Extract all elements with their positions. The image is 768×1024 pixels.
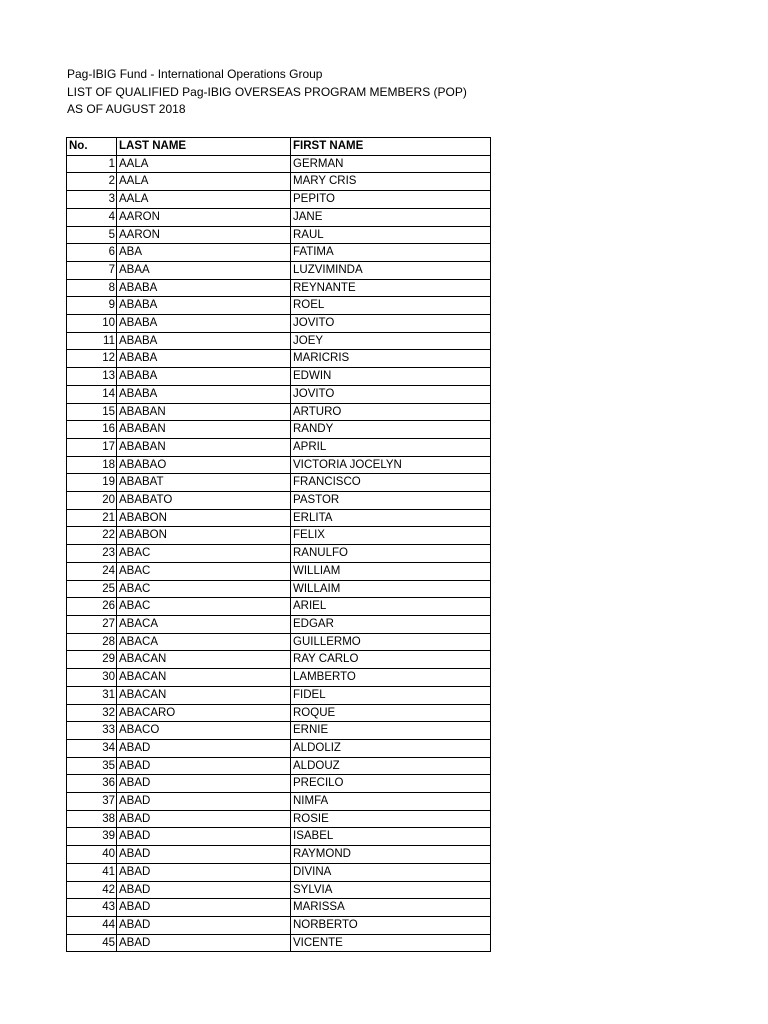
table-row: [67, 722, 491, 740]
first-name-cell: JOEY: [291, 332, 491, 350]
last-name-cell: ABAD: [117, 810, 291, 828]
table-row: [67, 810, 491, 828]
first-name-cell: JANE: [291, 208, 491, 226]
row-number-cell: 9: [67, 297, 117, 315]
last-name-cell: ABABON: [117, 527, 291, 545]
last-name-cell: ABACARO: [117, 704, 291, 722]
first-name-cell: ERLITA: [291, 509, 491, 527]
first-name-cell: FRANCISCO: [291, 474, 491, 492]
table-row: [67, 757, 491, 775]
table-row: [67, 615, 491, 633]
last-name-cell: ABABA: [117, 385, 291, 403]
first-name-cell: FIDEL: [291, 686, 491, 704]
first-name-cell: SYLVIA: [291, 881, 491, 899]
last-name-cell: ABAD: [117, 739, 291, 757]
row-number-cell: 40: [67, 846, 117, 864]
first-name-cell: NIMFA: [291, 793, 491, 811]
table-row: [67, 509, 491, 527]
first-name-cell: FELIX: [291, 527, 491, 545]
row-number-cell: 28: [67, 633, 117, 651]
row-number-cell: 5: [67, 226, 117, 244]
row-number-cell: 42: [67, 881, 117, 899]
row-number-cell: 23: [67, 545, 117, 563]
row-number-cell: 35: [67, 757, 117, 775]
first-name-cell: GERMAN: [291, 155, 491, 173]
row-number-cell: 29: [67, 651, 117, 669]
table-row: [67, 704, 491, 722]
first-name-cell: VICENTE: [291, 934, 491, 952]
row-number-cell: 14: [67, 385, 117, 403]
row-number-cell: 37: [67, 793, 117, 811]
table-row: [67, 421, 491, 439]
table-row: [67, 899, 491, 917]
first-name-cell: WILLIAM: [291, 562, 491, 580]
table-row: [67, 226, 491, 244]
table-row: [67, 828, 491, 846]
row-number-cell: 1: [67, 155, 117, 173]
first-name-cell: RAY CARLO: [291, 651, 491, 669]
first-name-cell: RAUL: [291, 226, 491, 244]
first-name-cell: ROEL: [291, 297, 491, 315]
last-name-cell: ABAD: [117, 793, 291, 811]
row-number-cell: 17: [67, 438, 117, 456]
list-title: LIST OF QUALIFIED Pag-IBIG OVERSEAS PROGRAM MEMBERS (POP): [67, 84, 467, 99]
row-number-cell: 26: [67, 598, 117, 616]
row-number-cell: 34: [67, 739, 117, 757]
row-number-cell: 6: [67, 244, 117, 262]
table-row: [67, 350, 491, 368]
first-name-cell: LUZVIMINDA: [291, 261, 491, 279]
row-number-cell: 3: [67, 191, 117, 209]
first-name-cell: ALDOUZ: [291, 757, 491, 775]
first-name-cell: RANDY: [291, 421, 491, 439]
table-row: [67, 739, 491, 757]
last-name-cell: ABACA: [117, 615, 291, 633]
first-name-cell: PRECILO: [291, 775, 491, 793]
table-row: [67, 881, 491, 899]
row-number-cell: 11: [67, 332, 117, 350]
row-number-cell: 18: [67, 456, 117, 474]
first-name-cell: DIVINA: [291, 863, 491, 881]
row-number-cell: 21: [67, 509, 117, 527]
table-row: [67, 775, 491, 793]
first-name-cell: EDGAR: [291, 615, 491, 633]
table-row: [67, 916, 491, 934]
last-name-cell: ABABA: [117, 297, 291, 315]
row-number-cell: 20: [67, 492, 117, 510]
table-row: [67, 934, 491, 952]
last-name-cell: ABACAN: [117, 669, 291, 687]
members-table: [66, 137, 491, 952]
last-name-cell: ABABAT: [117, 474, 291, 492]
last-name-cell: ABAC: [117, 545, 291, 563]
table-row: [67, 669, 491, 687]
row-number-cell: 13: [67, 368, 117, 386]
last-name-cell: ABAD: [117, 863, 291, 881]
table-row: [67, 580, 491, 598]
table-row: [67, 385, 491, 403]
table-row: [67, 545, 491, 563]
first-name-cell: ISABEL: [291, 828, 491, 846]
row-number-cell: 30: [67, 669, 117, 687]
table-row: [67, 244, 491, 262]
last-name-cell: ABAD: [117, 881, 291, 899]
first-name-cell: MARY CRIS: [291, 173, 491, 191]
last-name-cell: ABAC: [117, 580, 291, 598]
last-name-cell: ABABATO: [117, 492, 291, 510]
table-row: [67, 474, 491, 492]
first-name-cell: RAYMOND: [291, 846, 491, 864]
last-name-cell: ABAD: [117, 899, 291, 917]
table-row: [67, 438, 491, 456]
row-number-cell: 39: [67, 828, 117, 846]
last-name-cell: ABAC: [117, 598, 291, 616]
table-row: [67, 863, 491, 881]
first-name-cell: PASTOR: [291, 492, 491, 510]
last-name-cell: ABA: [117, 244, 291, 262]
row-number-cell: 10: [67, 315, 117, 333]
last-name-cell: ABABAN: [117, 438, 291, 456]
first-name-cell: VICTORIA JOCELYN: [291, 456, 491, 474]
table-row: [67, 527, 491, 545]
table-row: [67, 173, 491, 191]
row-number-cell: 8: [67, 279, 117, 297]
last-name-cell: ABABAN: [117, 421, 291, 439]
first-name-cell: NORBERTO: [291, 916, 491, 934]
table-row: [67, 846, 491, 864]
table-header-row: [67, 138, 491, 156]
last-name-cell: ABABA: [117, 332, 291, 350]
table-row: [67, 279, 491, 297]
last-name-cell: AARON: [117, 226, 291, 244]
table-row: [67, 155, 491, 173]
last-name-cell: AALA: [117, 155, 291, 173]
row-number-cell: 4: [67, 208, 117, 226]
row-number-cell: 19: [67, 474, 117, 492]
first-name-cell: MARICRIS: [291, 350, 491, 368]
table-row: [67, 191, 491, 209]
last-name-cell: ABABON: [117, 509, 291, 527]
as-of-date: AS OF AUGUST 2018: [67, 102, 186, 116]
row-number-cell: 33: [67, 722, 117, 740]
row-number-cell: 36: [67, 775, 117, 793]
first-name-cell: ROQUE: [291, 704, 491, 722]
row-number-cell: 16: [67, 421, 117, 439]
table-row: [67, 297, 491, 315]
table-row: [67, 261, 491, 279]
row-number-cell: 7: [67, 261, 117, 279]
organization-title: Pag-IBIG Fund - International Operations Group: [67, 67, 323, 81]
last-name-cell: ABACA: [117, 633, 291, 651]
table-row: [67, 492, 491, 510]
last-name-cell: ABACAN: [117, 651, 291, 669]
first-name-cell: PEPITO: [291, 191, 491, 209]
last-name-cell: ABACO: [117, 722, 291, 740]
column-header-first-name: FIRST NAME: [291, 138, 491, 156]
first-name-cell: LAMBERTO: [291, 669, 491, 687]
first-name-cell: RANULFO: [291, 545, 491, 563]
table-row: [67, 651, 491, 669]
first-name-cell: FATIMA: [291, 244, 491, 262]
last-name-cell: ABAD: [117, 846, 291, 864]
last-name-cell: AALA: [117, 173, 291, 191]
last-name-cell: ABABAN: [117, 403, 291, 421]
first-name-cell: MARISSA: [291, 899, 491, 917]
row-number-cell: 44: [67, 916, 117, 934]
table-row: [67, 332, 491, 350]
table-row: [67, 403, 491, 421]
table-row: [67, 686, 491, 704]
row-number-cell: 2: [67, 173, 117, 191]
last-name-cell: ABAD: [117, 757, 291, 775]
first-name-cell: ARIEL: [291, 598, 491, 616]
row-number-cell: 22: [67, 527, 117, 545]
table-row: [67, 208, 491, 226]
last-name-cell: AALA: [117, 191, 291, 209]
last-name-cell: ABAD: [117, 828, 291, 846]
row-number-cell: 15: [67, 403, 117, 421]
row-number-cell: 24: [67, 562, 117, 580]
first-name-cell: GUILLERMO: [291, 633, 491, 651]
last-name-cell: ABAD: [117, 916, 291, 934]
last-name-cell: ABABA: [117, 315, 291, 333]
column-header-last-name: LAST NAME: [117, 138, 291, 156]
first-name-cell: WILLAIM: [291, 580, 491, 598]
first-name-cell: EDWIN: [291, 368, 491, 386]
first-name-cell: JOVITO: [291, 385, 491, 403]
table-row: [67, 633, 491, 651]
last-name-cell: ABABA: [117, 279, 291, 297]
column-header-no: No.: [67, 138, 117, 156]
row-number-cell: 45: [67, 934, 117, 952]
row-number-cell: 32: [67, 704, 117, 722]
first-name-cell: REYNANTE: [291, 279, 491, 297]
row-number-cell: 25: [67, 580, 117, 598]
last-name-cell: ABAC: [117, 562, 291, 580]
last-name-cell: ABABA: [117, 368, 291, 386]
last-name-cell: ABACAN: [117, 686, 291, 704]
table-row: [67, 456, 491, 474]
last-name-cell: ABABA: [117, 350, 291, 368]
last-name-cell: ABABAO: [117, 456, 291, 474]
table-row: [67, 368, 491, 386]
first-name-cell: ALDOLIZ: [291, 739, 491, 757]
last-name-cell: AARON: [117, 208, 291, 226]
first-name-cell: ERNIE: [291, 722, 491, 740]
last-name-cell: ABAD: [117, 934, 291, 952]
table-row: [67, 793, 491, 811]
row-number-cell: 41: [67, 863, 117, 881]
table-row: [67, 598, 491, 616]
row-number-cell: 12: [67, 350, 117, 368]
row-number-cell: 31: [67, 686, 117, 704]
table-row: [67, 562, 491, 580]
document-header: [67, 66, 467, 119]
table-row: [67, 315, 491, 333]
row-number-cell: 27: [67, 615, 117, 633]
row-number-cell: 43: [67, 899, 117, 917]
last-name-cell: ABAA: [117, 261, 291, 279]
first-name-cell: ROSIE: [291, 810, 491, 828]
first-name-cell: JOVITO: [291, 315, 491, 333]
table-body: [67, 155, 491, 952]
first-name-cell: APRIL: [291, 438, 491, 456]
first-name-cell: ARTURO: [291, 403, 491, 421]
last-name-cell: ABAD: [117, 775, 291, 793]
row-number-cell: 38: [67, 810, 117, 828]
